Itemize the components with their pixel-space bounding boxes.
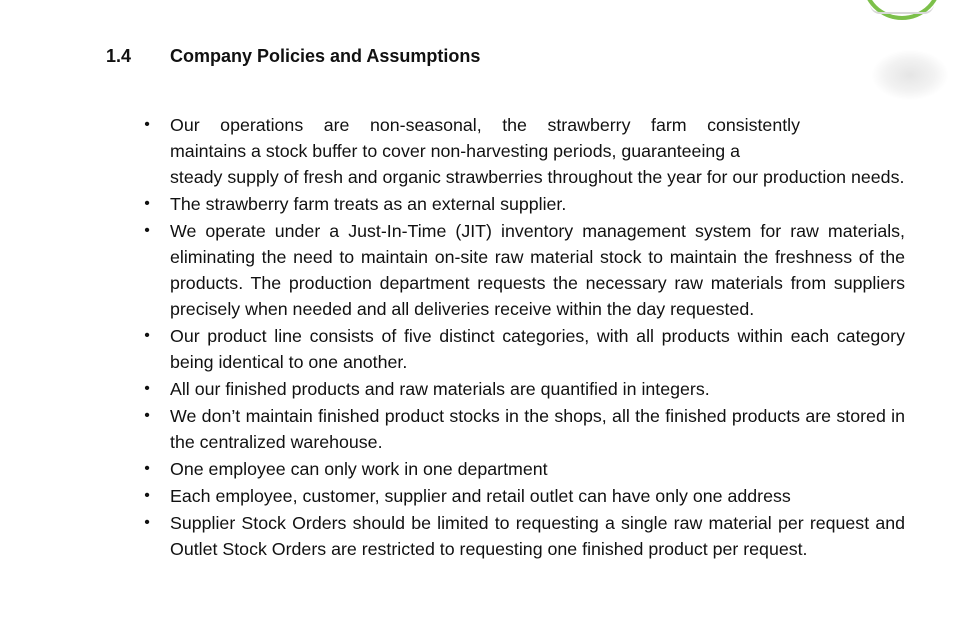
- bullet-icon: •: [144, 195, 150, 212]
- decorative-shadow: [872, 50, 948, 100]
- bullet-icon: •: [144, 116, 150, 133]
- list-item-text: All our finished products and raw materials are quantified in integers.: [170, 379, 710, 399]
- list-item: [138, 112, 905, 190]
- list-item: [138, 191, 905, 217]
- list-item-text: We don’t maintain finished product stocks in the shops, all the finished products are stored in the centralized warehouse.: [170, 406, 905, 452]
- list-item: [138, 376, 905, 402]
- list-item: [138, 456, 905, 482]
- section-title: Company Policies and Assumptions: [170, 46, 481, 66]
- list-item: [138, 510, 905, 562]
- list-item-text: We operate under a Just-In-Time (JIT) inventory management system for raw materials, eliminating the need to maintain on-site raw material stock to maintain the freshness of the products. The production department requests the necessary raw materials from suppliers precisely when needed and all deliveries receive within the day requested.: [170, 221, 905, 319]
- list-item-text: Our product line consists of five distinct categories, with all products within each category being identical to one another.: [170, 326, 905, 372]
- bullet-icon: •: [144, 514, 150, 531]
- list-item-text: The strawberry farm treats as an external supplier.: [170, 194, 567, 214]
- list-item-line: steady supply of fresh and organic strawberries throughout the year for our production needs.: [170, 167, 905, 187]
- section-number: 1.4: [106, 46, 132, 66]
- bullet-icon: •: [144, 460, 150, 477]
- list-item: [138, 323, 905, 375]
- list-item: [138, 483, 905, 509]
- list-item: [138, 403, 905, 455]
- bullet-icon: •: [144, 407, 150, 424]
- bullet-icon: •: [144, 222, 150, 239]
- list-item-text: Supplier Stock Orders should be limited to requesting a single raw material per request and Outlet Stock Orders are restricted to requesting one finished product per request.: [170, 513, 905, 559]
- bullet-icon: •: [144, 380, 150, 397]
- decorative-circle: [862, 0, 942, 20]
- list-item-line: maintains a stock buffer to cover non-harvesting periods, guaranteeing a: [170, 141, 740, 161]
- bullet-icon: •: [144, 327, 150, 344]
- list-item-text: Each employee, customer, supplier and retail outlet can have only one address: [170, 486, 791, 506]
- list-item: [138, 218, 905, 322]
- section-heading: [106, 44, 480, 68]
- policies-list: [138, 112, 905, 563]
- list-item-line: Our operations are non-seasonal, the strawberry farm consistently: [170, 115, 800, 135]
- bullet-icon: •: [144, 487, 150, 504]
- list-item-text: One employee can only work in one department: [170, 459, 548, 479]
